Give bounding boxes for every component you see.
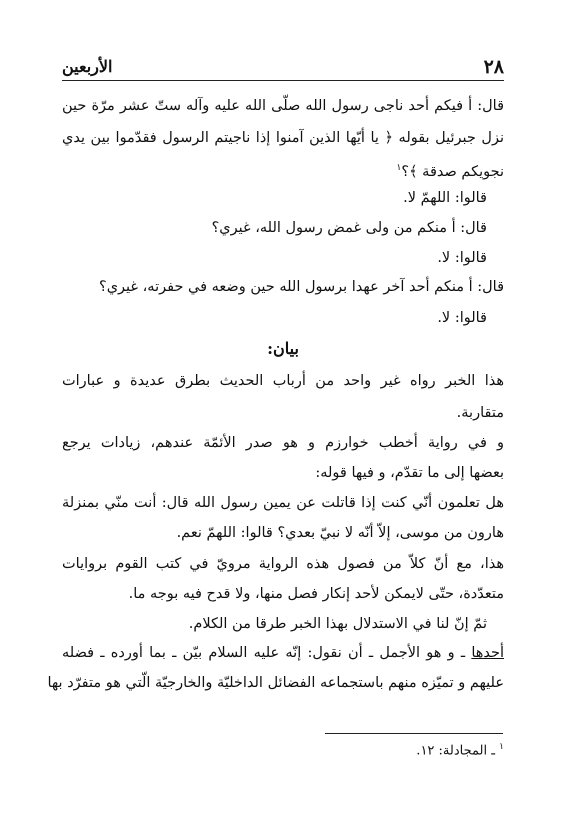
body-line: قال: أ منكم من ولى غمض رسول الله، غيري؟	[211, 220, 487, 236]
body-line: قالوا: اللهمّ لا.	[403, 190, 487, 206]
footnote-divider	[325, 733, 503, 734]
body-line	[62, 158, 504, 178]
paragraph-line: ثمّ إنّ لنا في الاستدلال بهذا الخبر طرقا من الكلام.	[188, 616, 487, 632]
paragraph-line: هل تعلمون أنّي كنت إذا قاتلت عن يمين رسول الله قال: أنت منّي بمنزلة	[62, 495, 504, 511]
paragraph-line: متقاربة.	[456, 405, 504, 421]
footnote-ref: ١	[396, 163, 402, 173]
paragraph-line: هارون من موسى، إلاّ أنّه لا نبيّ بعدي؟ قالوا: اللهمّ نعم.	[176, 525, 504, 541]
page-header	[62, 58, 504, 81]
body-line-text: نجويكم صدقة ﴾؟	[401, 163, 504, 180]
running-title: الأربعين	[62, 57, 113, 76]
body-line: قالوا: لا.	[437, 310, 487, 326]
body-line: قال: أ منكم أحد آخر عهدا برسول الله حين وضعه في حفرته، غيري؟	[99, 279, 504, 295]
footnote-text: ـ المجادلة: ١٢.	[416, 743, 500, 759]
paragraph-line	[62, 643, 504, 663]
body-line: نزل جبرئيل بقوله ﴿ يا أيّها الذين آمنوا إذا ناجيتم الرسول فقدّموا بين يدي	[62, 130, 504, 146]
body-line: قالوا: لا.	[437, 250, 487, 266]
page-number: ٢٨	[483, 56, 504, 78]
section-heading: بيان:	[267, 339, 299, 358]
paragraph-line: متعدّدة، حتّى لايمكن لأحد إنكار فصل منها، ولا قدح فيه بوجه ما.	[128, 586, 504, 602]
footnote	[62, 742, 504, 758]
paragraph-line: هذا الخبر رواه غير واحد من أرباب الحديث بطرق عديدة و عبارات	[62, 373, 504, 389]
body-line: قال: أ فيكم أحد ناجى رسول الله صلّى الله عليه وآله ستّ عشر مرّة حين	[62, 98, 504, 114]
paragraph-line: بعضها إلى ما تقدّم، و فيها قوله:	[315, 465, 504, 481]
paragraph-text: ـ و هو الأجمل ـ أن نقول: إنّه عليه السلام بيّن ـ بما أورده ـ فضله	[62, 645, 472, 661]
paragraph-line: هذا، مع أنّ كلاّ من فصول هذه الرواية مرويّ في كتب القوم بروايات	[62, 556, 504, 572]
paragraph-line: عليهم و تميّزه منهم باستجماعه الفضائل الداخليّة والخارجيّة الّتي هو متفرّد بها	[47, 675, 504, 691]
paragraph-line: و في رواية أخطب خوارزم و هو صدر الأئمّة عندهم، زيادات يرجع	[62, 435, 504, 451]
footnote-marker: ١	[499, 742, 504, 752]
underlined-word: أحدها	[471, 645, 504, 661]
